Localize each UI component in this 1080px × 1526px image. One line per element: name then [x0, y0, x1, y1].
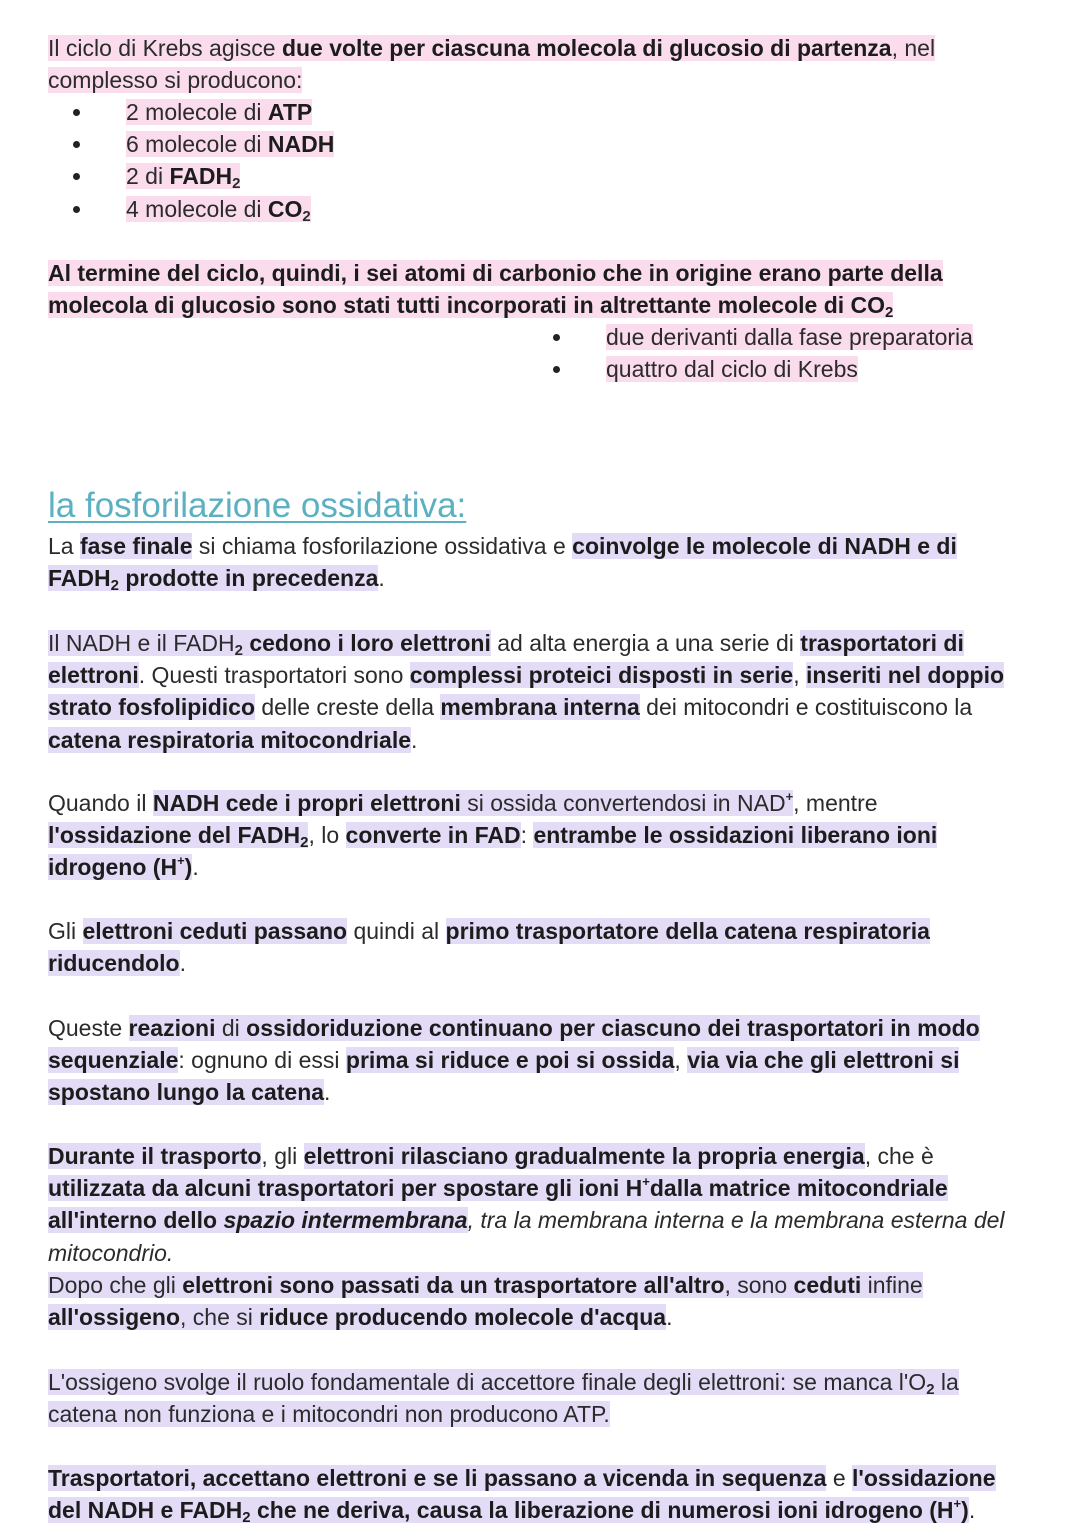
origin-1: due derivanti dalla fase preparatoria [606, 324, 973, 350]
krebs-intro [48, 32, 1023, 96]
krebs-intro-bold: due volte per ciascuna molecola di glucosio di partenza [281, 35, 892, 61]
section-title: la fosforilazione ossidativa: [48, 486, 467, 525]
product-3: 2 di $FADH_2$ [126, 163, 241, 193]
paragraph-ossidazione: Quando il NADH cede i propri elettroni si ossida convertendosi in NAD+, mentre l'ossidazione del $FADH_2$, lo converte in FAD: entrambe le ossidazioni liberano ioni idrogeno (H+). [48, 789, 938, 881]
paragraph-sintesi: Trasportatori, accettano elettroni e se li passano a vicenda in sequenza e l'ossidazione del NADH e $FADH_2$ che ne deriva, causa la liberazione di numerosi ioni idrogeno (H+). [48, 1465, 996, 1526]
product-4: 4 molecole di $CO_2$ [126, 195, 311, 225]
krebs-products-list [73, 96, 334, 225]
carbon-origins-list [553, 321, 973, 385]
paragraph-trasportatori: Il NADH e il $FADH_2$ cedono i loro elettroni ad alta energia a una serie di trasportatori di elettroni. Questi trasportatori sono complessi proteici disposti in serie, inseriti nel doppio strato fosfolipidico delle creste della membrana interna dei mitocondri e costituiscono la catena respiratoria mitocondriale. [48, 630, 1005, 753]
bullet [73, 109, 80, 116]
list-item [553, 353, 973, 385]
krebs-carbon-text: Al termine del ciclo, quindi, i sei atomi di carbonio che in origine erano parte della molecola di glucosio sono stati tutti incorporati in altrettante molecole di $CO_2$ [48, 260, 943, 322]
paragraph-fase-finale: La fase finale si chiama fosforilazione ossidativa e coinvolge le molecole di NADH e di $FADH_2$ prodotte in precedenza. [48, 533, 957, 595]
paragraph-ossidoriduzione: Queste reazioni di ossidoriduzione continuano per ciascuno dei trasportatori in modo sequenziale: ognuno di essi prima si riduce e poi si ossida, via via che gli elettroni si spostano lungo la catena. [48, 1015, 980, 1106]
krebs-carbon [48, 257, 1023, 321]
paragraph-elettroni-ceduti: Gli elettroni ceduti passano quindi al primo trasportatore della catena respiratoria riducendolo. [48, 918, 930, 977]
paragraph-trasporto: Durante il trasporto, gli elettroni rilasciano gradualmente la propria energia, che è utilizzata da alcuni trasportatori per spostare gli ioni H+dalla matrice mitocondriale all'interno dello spazio intermembrana, tra la membrana interna e la membrana esterna del mitocondrio. [48, 1143, 1005, 1266]
product-1: 2 molecole di ATP [126, 99, 313, 125]
list-item [73, 128, 334, 160]
bullet [73, 206, 80, 213]
list-item [73, 96, 334, 128]
krebs-intro-post: , nel complesso si producono: [48, 35, 936, 94]
paragraph-accettore: L'ossigeno svolge il ruolo fondamentale di accettore finale degli elettroni: se manca $l'O_2$ la catena non funziona e i mitocondri non producono ATP. [48, 1369, 959, 1428]
bullet [553, 334, 560, 341]
paragraph-ossigeno: Dopo che gli elettroni sono passati da un trasportatore all'altro, sono ceduti infine all'ossigeno, che si riduce producendo molecole d'acqua. [48, 1272, 923, 1331]
bullet [73, 141, 80, 148]
bullet [73, 173, 80, 180]
list-item [553, 321, 973, 353]
origin-2: quattro dal ciclo di Krebs [606, 356, 858, 383]
list-item [73, 160, 334, 192]
product-2: 6 molecole di NADH [126, 131, 335, 158]
bullet [553, 366, 560, 373]
krebs-intro-text: Il ciclo di Krebs agisce [48, 35, 282, 61]
list-item [73, 193, 334, 225]
